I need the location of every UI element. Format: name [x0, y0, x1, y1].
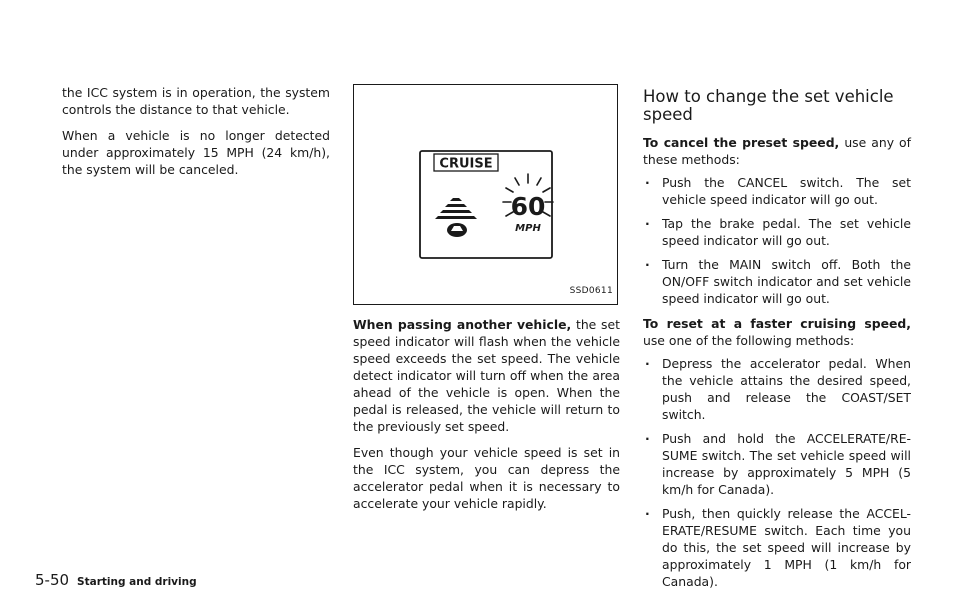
cruise-display-illustration [354, 85, 617, 304]
list-item: . Tap the brake pedal. The set vehicle speed indicator will go out. [643, 215, 911, 249]
own-vehicle-icon [447, 223, 467, 237]
paragraph-body: the set speed indicator will flash when the vehicle speed exceeds the set speed. The vehicle detect indicator will turn off when the area ahead of the vehicle is open. When the pedal is released, the vehicle will return to the previously set speed. [353, 317, 620, 434]
paragraph-body: use one of the following methods: [643, 333, 855, 348]
column-2 [353, 84, 620, 521]
section-name: Starting and driving [77, 576, 197, 588]
paragraph-body: use any of these methods: [643, 135, 911, 167]
paragraph: Even though your vehicle speed is set in the ICC system, you can depress the accelerator pedal when it is necessary to accelerate your vehicle rapidly. [353, 445, 620, 511]
speed-unit: MPH [515, 223, 541, 234]
cruise-display-figure [353, 84, 618, 305]
column-1 [62, 84, 330, 187]
paragraph-lead: To cancel the preset speed, [643, 135, 840, 150]
figure-code: SSD0611 [569, 286, 613, 296]
paragraph [643, 315, 911, 349]
page-number: 5-50 [35, 571, 70, 589]
paragraph-lead: To reset at a faster cruising speed, [643, 316, 911, 331]
reset-methods-list [643, 355, 911, 590]
paragraph: the ICC system is in operation, the system controls the distance to that vehicle. [62, 85, 330, 117]
list-item: . Depress the accelerator pedal. When the vehicle attains the desired speed, push and release the COAST/SET switch. [643, 355, 911, 423]
speed-readout: 60 [510, 192, 546, 221]
paragraph: When a vehicle is no longer detected under approximately 15 MPH (24 km/h), the system will be canceled. [62, 128, 330, 177]
cruise-label: CRUISE [439, 156, 493, 172]
cancel-methods-list [643, 174, 911, 307]
paragraph-lead: When passing another vehicle, [353, 317, 572, 332]
column-3 [643, 88, 911, 598]
paragraph [353, 316, 620, 435]
paragraph [643, 134, 911, 168]
list-item: . Push, then quickly release the ACCEL-ERATE/RESUME switch. Each time you do this, the set speed will increase by approximately 1 MPH (1 km/h for Canada). [643, 505, 911, 590]
list-item: . Turn the MAIN switch off. Both the ON/OFF switch indicator and set vehicle speed indicator will go out. [643, 256, 911, 307]
page-footer [35, 571, 197, 589]
list-item: . Push and hold the ACCELERATE/RE-SUME switch. The set vehicle speed will increase by approximately 5 MPH (5 km/h for Canada). [643, 430, 911, 498]
list-item: . Push the CANCEL switch. The set vehicle speed indicator will go out. [643, 174, 911, 208]
section-heading: How to change the set vehicle speed [643, 87, 894, 124]
